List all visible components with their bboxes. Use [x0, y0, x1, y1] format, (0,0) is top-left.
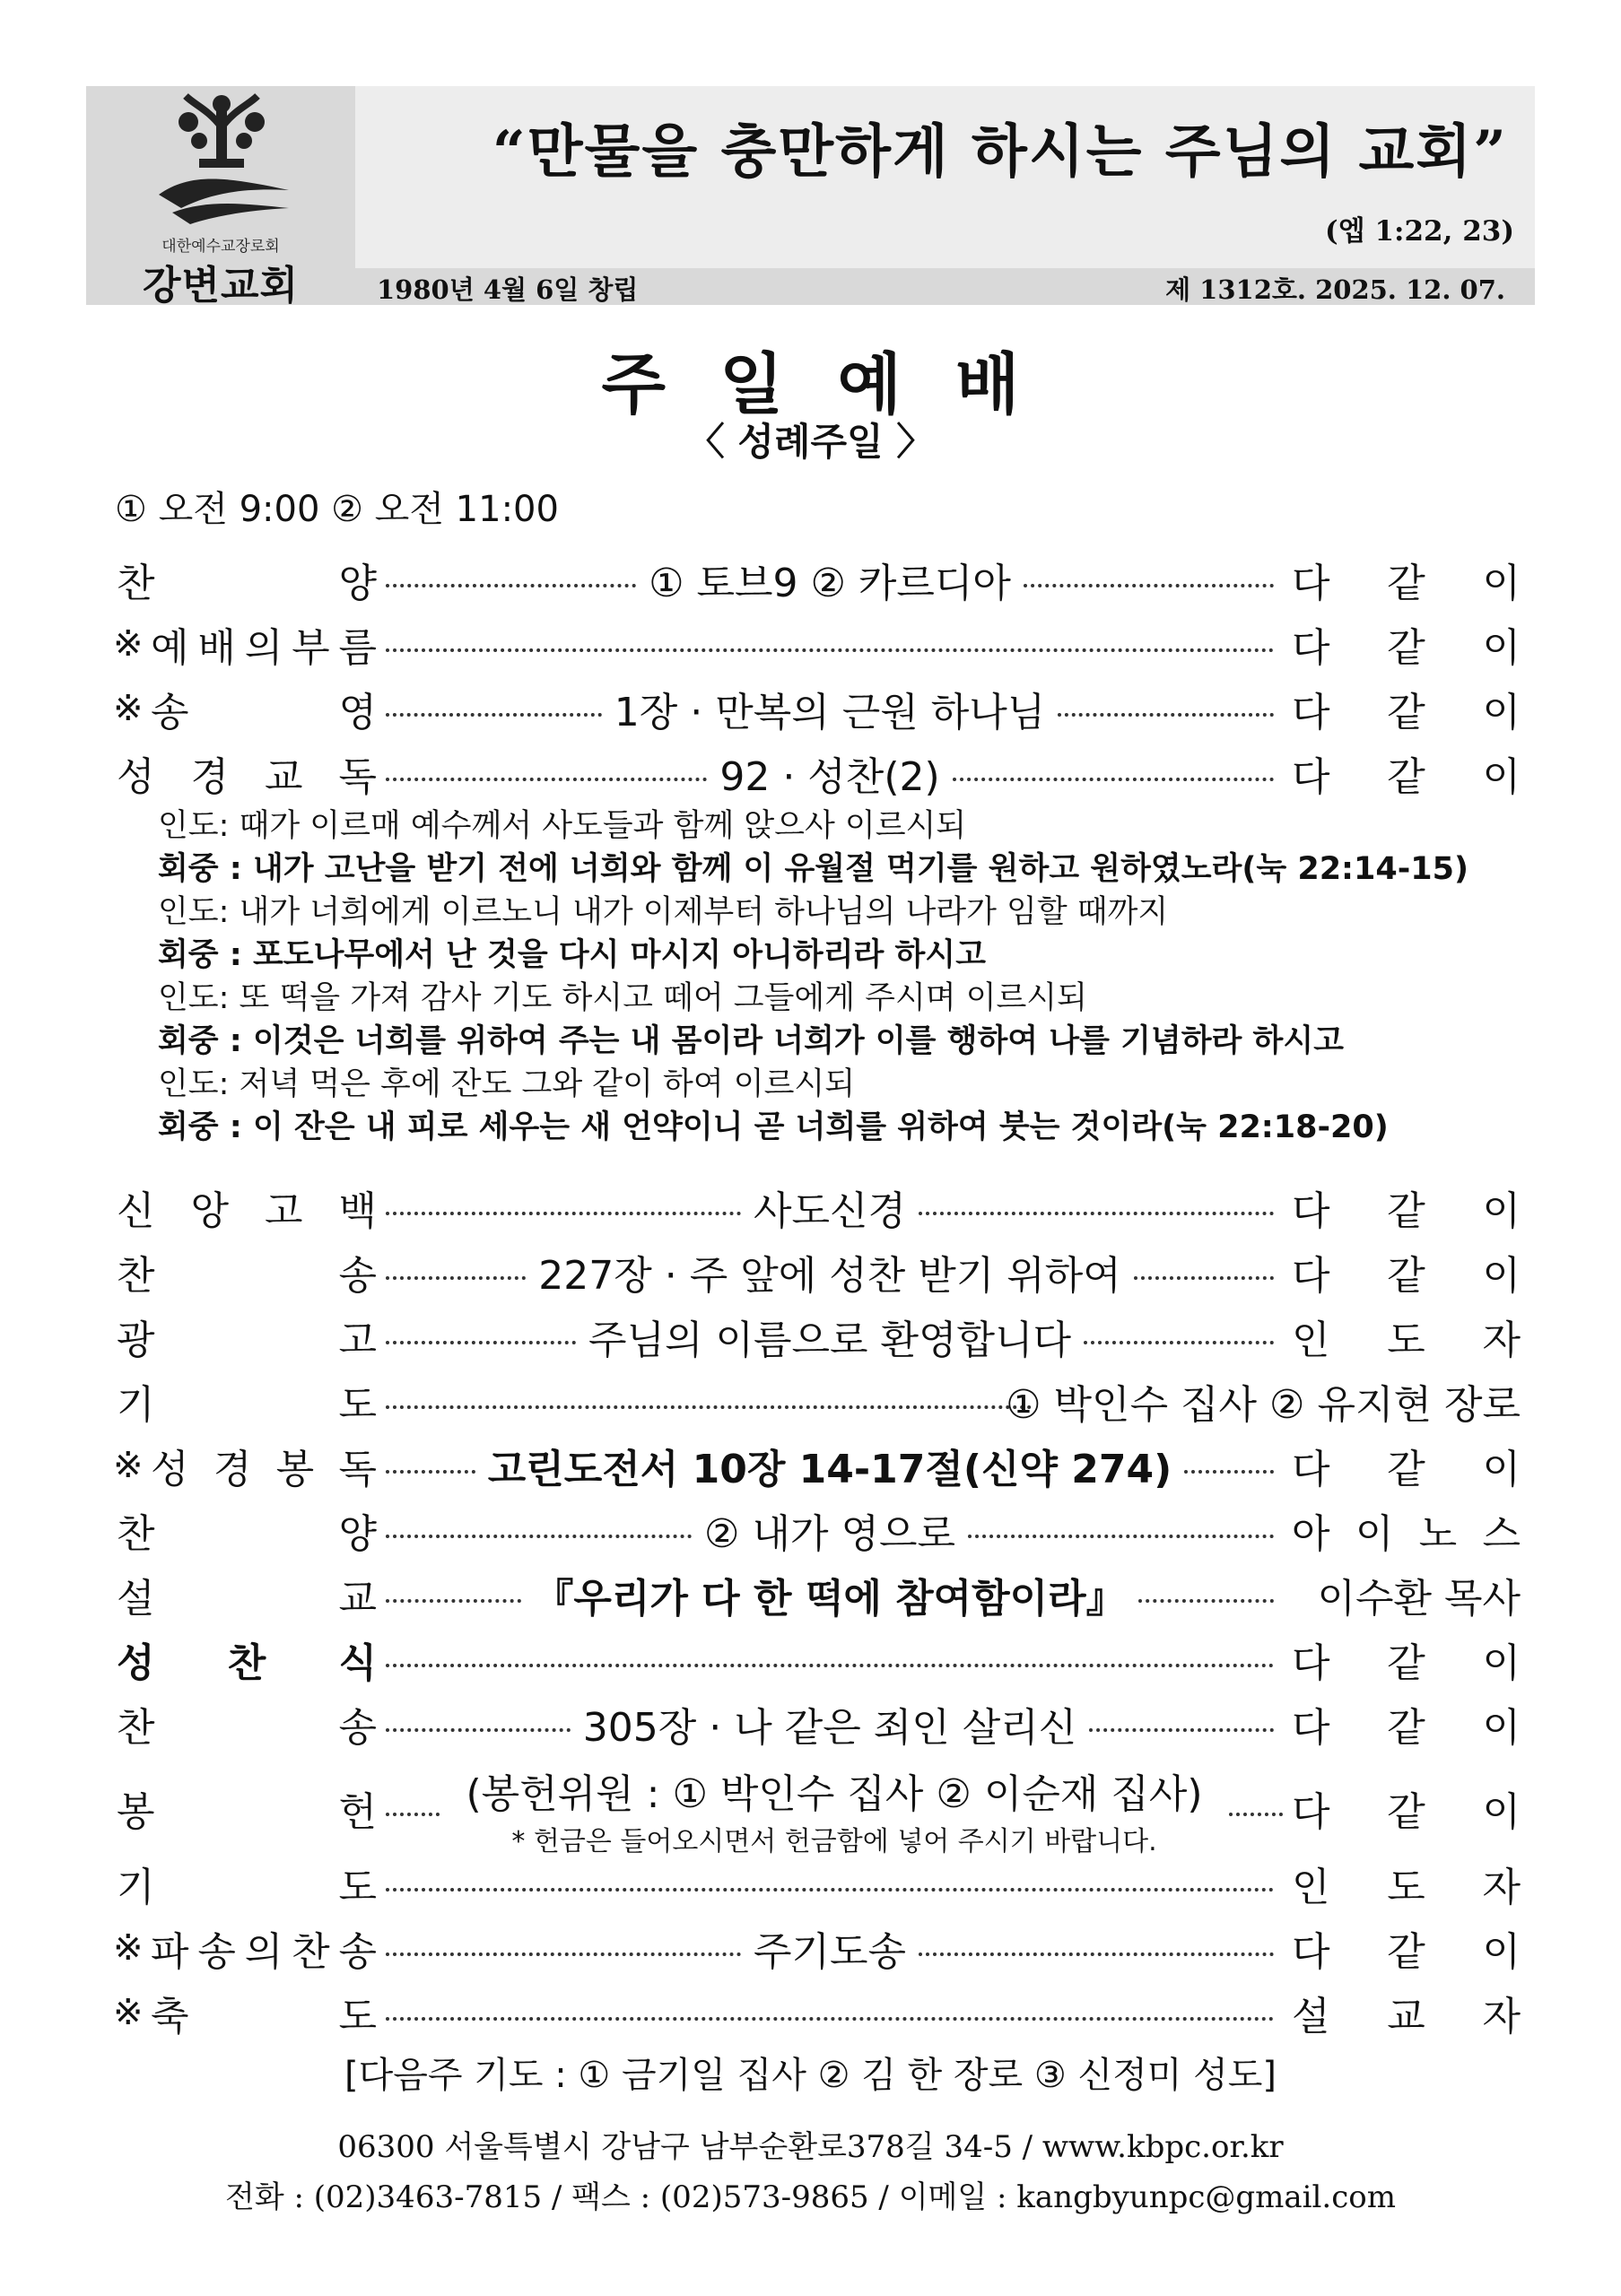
order-label: 찬 송 [117, 1705, 377, 1751]
reading-role: 회중 [158, 937, 219, 973]
reading-role: 회중 [158, 1023, 219, 1059]
order-responder: 인 도 자 [1292, 1318, 1521, 1363]
reading-text: 이 잔은 내 피로 세우는 새 언약이니 곧 너희를 위하여 붓는 것이라(눅 22:18-20) [253, 1109, 1389, 1145]
leader-line [386, 1374, 1032, 1428]
order-row [0, 1568, 1621, 1622]
order-row [0, 1857, 1621, 1910]
leader-line-text [158, 887, 1168, 932]
order-content: 사도신경 [754, 1188, 907, 1234]
leader-line-text [158, 801, 966, 846]
reading-text: 내가 너희에게 이르노니 내가 이제부터 하나님의 나라가 임할 때까지 [239, 894, 1169, 930]
church-logo-block [86, 86, 355, 309]
order-row [0, 1439, 1621, 1492]
order-content: 305장 · 나 같은 죄인 살리신 [582, 1705, 1077, 1751]
leader-dots [386, 1599, 521, 1603]
leader-dots [386, 1664, 1274, 1667]
order-responder: 다 같 이 [1292, 1447, 1521, 1492]
reading-separator: : [218, 937, 253, 973]
offering-details [440, 1761, 1229, 1858]
order-content: 고린도전서 10장 14-17절(신약 274) [487, 1447, 1172, 1492]
leader-dots [1089, 1728, 1274, 1732]
next-week-prayer: [다음주 기도 : ① 금기일 집사 ② 김 한 장로 ③ 신정미 성도] [344, 2055, 1277, 2096]
order-responder: 다 같 이 [1292, 754, 1521, 800]
order-content: 주기도송 [754, 1929, 907, 1975]
leader-line [386, 552, 1274, 606]
order-label: 설 교 [117, 1576, 377, 1622]
order-label: 광 고 [117, 1318, 377, 1363]
leader-dots [386, 1728, 571, 1732]
order-content: 주님의 이름으로 환영합니다 [588, 1318, 1072, 1363]
order-row [0, 682, 1621, 735]
order-row [0, 1245, 1621, 1299]
standing-mark: ※ [113, 1927, 144, 1969]
leader-dots [1084, 1341, 1274, 1344]
leader-dots [386, 2017, 1274, 2021]
reading-text: 때가 이르매 예수께서 사도들과 함께 앉으사 이르시되 [239, 808, 967, 844]
order-row [0, 1632, 1621, 1686]
standing-mark: ※ [113, 688, 144, 729]
leader-dots [386, 584, 636, 587]
order-row [0, 746, 1621, 800]
order-responder: 다 같 이 [1292, 1640, 1521, 1686]
order-row [0, 1180, 1621, 1234]
reading-text: 포도나무에서 난 것을 다시 마시지 아니하리라 하시고 [253, 937, 986, 973]
standing-mark: ※ [113, 623, 144, 665]
order-row [0, 1374, 1621, 1428]
leader-dots [386, 1276, 526, 1280]
order-responder: 이수환 목사 [1317, 1576, 1521, 1622]
reading-separator: : [218, 1023, 253, 1059]
leader-dots [386, 1470, 475, 1474]
order-content: 92 · 성찬(2) [719, 754, 940, 800]
order-responder: 설 교 자 [1292, 1994, 1521, 2039]
order-responder: 다 같 이 [1292, 690, 1521, 735]
reading-role: 회중 [158, 1109, 219, 1145]
church-logo-icon [145, 91, 298, 226]
reading-separator: : [218, 980, 240, 1016]
leader-line [386, 1857, 1274, 1910]
leader-line [386, 1180, 1274, 1234]
leader-dots [919, 1952, 1274, 1956]
leader-dots [386, 778, 707, 781]
order-content: 『우리가 다 한 떡에 참여함이라』 [534, 1576, 1126, 1622]
leader-line [386, 1245, 1274, 1299]
order-responder: 다 같 이 [1292, 561, 1521, 606]
leader-dots [386, 1341, 576, 1344]
leader-dots [386, 713, 602, 717]
order-responder: 다 같 이 [1292, 1253, 1521, 1299]
congregation-line [158, 844, 1468, 889]
page-title: 주일예배 [601, 346, 1074, 423]
standing-mark: ※ [113, 1992, 144, 2033]
reading-separator: : [218, 1109, 253, 1145]
founded-date: 1980년 4월 6일 창립 [377, 274, 639, 305]
leader-line [386, 1986, 1274, 2039]
issue-number: 제 1312호. 2025. 12. 07. [1165, 274, 1505, 305]
order-content: ① 토브9 ② 카르디아 [649, 561, 1011, 606]
reading-role: 인도 [158, 1066, 219, 1102]
leader-line-text [158, 973, 1087, 1018]
leader-dots [386, 1535, 692, 1538]
order-row [0, 1697, 1621, 1751]
order-label: 찬 양 [117, 561, 377, 606]
reading-separator: : [218, 1066, 240, 1102]
leader-dots [953, 778, 1274, 781]
leader-dots [386, 1405, 1032, 1409]
leader-line [386, 617, 1274, 671]
order-content: ② 내가 영으로 [704, 1511, 955, 1557]
leader-dots [919, 1212, 1274, 1215]
church-name: 강변교회 [142, 263, 299, 309]
reading-text: 이것은 너희를 위하여 주는 내 몸이라 너희가 이를 행하여 나를 기념하라 하시고 [253, 1023, 1344, 1059]
standing-mark: ※ [113, 1445, 144, 1486]
congregation-line [158, 930, 986, 975]
order-responder: 인 도 자 [1292, 1865, 1521, 1910]
order-label: 성 경 교 독 [117, 754, 377, 800]
reading-separator: : [218, 894, 240, 930]
order-label: 축 도 [151, 1994, 377, 2039]
leader-dots [386, 1212, 741, 1215]
order-row [0, 617, 1621, 671]
reading-separator: : [218, 808, 240, 844]
order-row [0, 1921, 1621, 1975]
order-responder: 다 같 이 [1292, 1705, 1521, 1751]
order-label: 기 도 [117, 1382, 377, 1428]
leader-line [386, 1921, 1274, 1975]
offering-note: * 헌금은 들어오시면서 헌금함에 넣어 주시기 바랍니다. [511, 1826, 1157, 1857]
leader-line [386, 1503, 1274, 1557]
leader-dots [386, 648, 1274, 652]
reading-role: 회중 [158, 851, 219, 887]
order-label: 파 송 의 찬 송 [151, 1929, 377, 1975]
service-times: ① 오전 9:00 ② 오전 11:00 [115, 489, 559, 530]
order-content: 1장 · 만복의 근원 하나님 [614, 690, 1046, 735]
denomination-label: 대한예수교장로회 [161, 238, 280, 256]
leader-line-text [158, 1059, 855, 1104]
leader-dots [1058, 713, 1274, 717]
order-responder: ① 박인수 집사 ② 유지현 장로 [1006, 1382, 1521, 1428]
order-row [0, 552, 1621, 606]
order-row [0, 1771, 1621, 1857]
motto-reference: (엡 1:22, 23) [1325, 215, 1514, 248]
order-responder: 다 같 이 [1292, 625, 1521, 671]
offering-committee: (봉헌위원 : ① 박인수 집사 ② 이순재 집사) [466, 1771, 1203, 1817]
order-label: 찬 송 [117, 1253, 377, 1299]
leader-line [386, 1309, 1274, 1363]
reading-text: 저녁 먹은 후에 잔도 그와 같이 하여 이르시되 [239, 1066, 856, 1102]
leader-line [386, 1697, 1274, 1751]
church-motto: “만물을 충만하게 하시는 주님의 교회” [492, 118, 1508, 186]
leader-line [386, 1439, 1274, 1492]
reading-separator: : [218, 851, 253, 887]
leader-dots [386, 1888, 1274, 1892]
order-row [0, 1503, 1621, 1557]
order-content: 227장 · 주 앞에 성찬 받기 위하여 [538, 1253, 1121, 1299]
leader-dots [1184, 1470, 1274, 1474]
order-label: 신 앙 고 백 [117, 1188, 377, 1234]
leader-dots [386, 1952, 741, 1956]
leader-line [386, 682, 1274, 735]
order-label: 성 경 봉 독 [151, 1447, 377, 1492]
reading-role: 인도 [158, 808, 219, 844]
order-row [0, 1309, 1621, 1363]
order-label: 예 배 의 부 름 [151, 625, 377, 671]
reading-text: 내가 고난을 받기 전에 너희와 함께 이 유월절 먹기를 원하고 원하였노라(눅 22:14-15) [253, 851, 1468, 887]
church-contact: 전화 : (02)3463-7815 / 팩스 : (02)573-9865 / 이메일 : kangbyunpc@gmail.com [225, 2179, 1396, 2215]
leader-dots [1229, 1813, 1283, 1816]
order-label: 기 도 [117, 1865, 377, 1910]
order-label: 성 찬 식 [117, 1640, 377, 1686]
order-responder: 다 같 이 [1292, 1789, 1521, 1835]
leader-dots [1138, 1599, 1274, 1603]
order-label: 송 영 [151, 690, 377, 735]
church-address: 06300 서울특별시 강남구 남부순환로378길 34-5 / www.kbpc.or.kr [337, 2129, 1284, 2165]
order-responder: 다 같 이 [1292, 1929, 1521, 1975]
congregation-line [158, 1016, 1344, 1061]
reading-role: 인도 [158, 894, 219, 930]
congregation-line [158, 1102, 1389, 1147]
leader-dots [386, 1813, 440, 1816]
order-label: 찬 양 [117, 1511, 377, 1557]
leader-line [386, 1632, 1274, 1686]
order-label: 봉 헌 [117, 1789, 377, 1835]
page-subtitle: 〈 성례주일 〉 [686, 420, 935, 464]
order-responder: 다 같 이 [1292, 1188, 1521, 1234]
leader-line [386, 746, 1274, 800]
leader-line [386, 1568, 1274, 1622]
leader-dots [1024, 584, 1274, 587]
reading-text: 또 떡을 가져 감사 기도 하시고 떼어 그들에게 주시며 이르시되 [239, 980, 1087, 1016]
leader-dots [1134, 1276, 1274, 1280]
order-responder: 아 이 노 스 [1292, 1511, 1521, 1557]
leader-dots [968, 1535, 1274, 1538]
reading-role: 인도 [158, 980, 219, 1016]
order-row [0, 1986, 1621, 2039]
